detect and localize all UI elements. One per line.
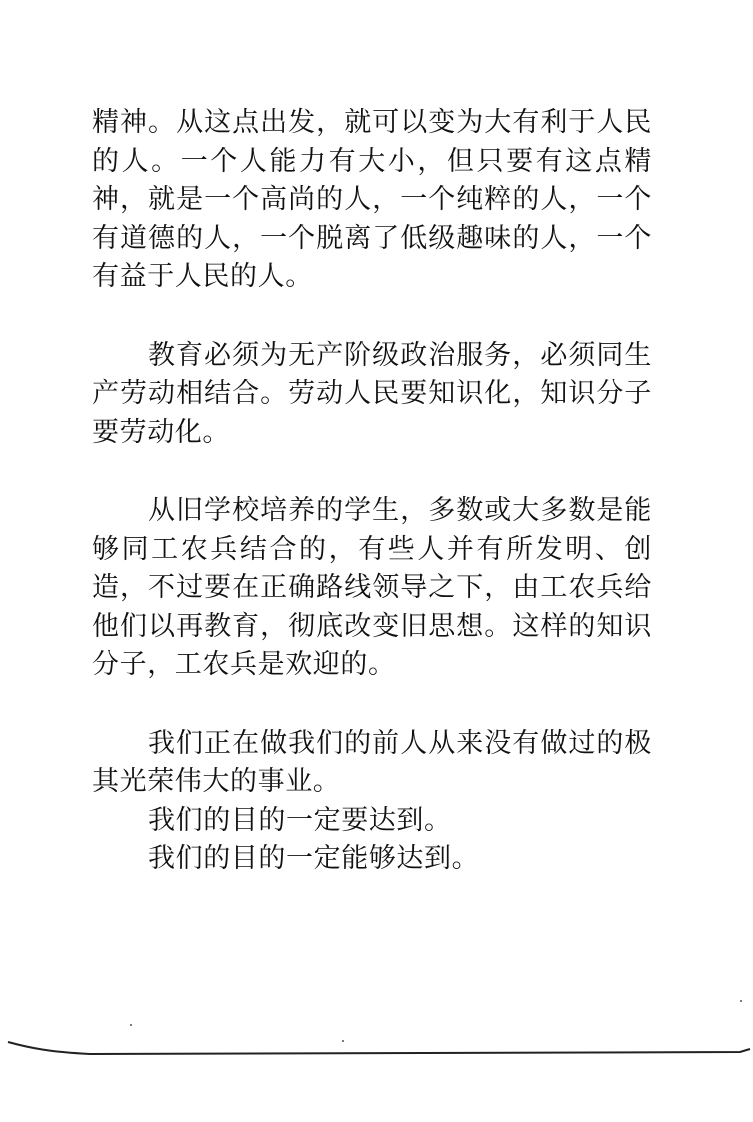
page-bottom-rule [0,1030,753,1070]
paragraph-2: 教育必须为无产阶级政治服务，必须同生产劳动相结合。劳动人民要知识化，知识分子要劳动化。 [92,339,652,448]
closing-line-1: 我们的目的一定要达到。 [148,804,452,836]
paragraph-3: 从旧学校培养的学生，多数或大多数是能够同工农兵结合的，有些人并有所发明、创造，不过要在正确路线领导之下，由工农兵给他们以再教育，彻底改变旧思想。这样的知识分子，工农兵是欢迎的。 [92,495,652,680]
paragraph-4: 我们正在做我们的前人从来没有做过的极其光荣伟大的事业。 [92,727,652,797]
text-body [92,104,652,879]
paragraph-1: 精神。从这点出发，就可以变为大有利于人民的人。一个人能力有大小，但只要有这点精神，就是一个高尚的人，一个纯粹的人，一个有道德的人，一个脱离了低级趣味的人，一个有益于人民的人。 [92,107,652,292]
scan-speck [740,1000,742,1002]
scan-speck [130,1024,132,1026]
scan-speck [342,1040,344,1042]
closing-line-2: 我们的目的一定能够达到。 [148,843,480,874]
